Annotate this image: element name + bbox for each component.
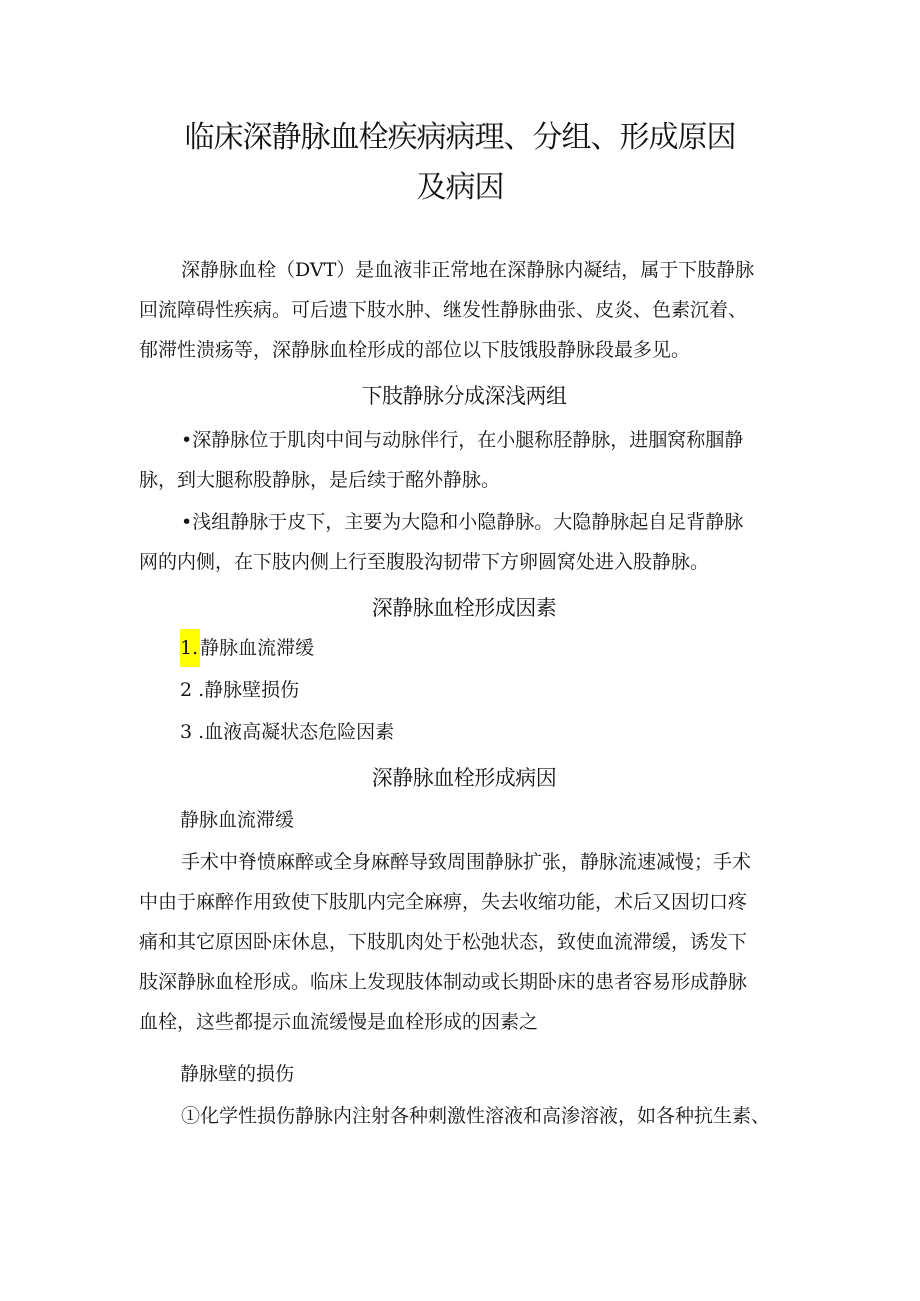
slow-flow-paragraph <box>139 842 789 1042</box>
paragraph-line: 网的内侧，在下肢内侧上行至腹股沟韧带下方卵圆窝处进入股静脉。 <box>139 551 710 573</box>
section-heading-vein-groups: 下肢静脉分成深浅两组 <box>361 384 567 408</box>
factor-text: 静脉血流滞缓 <box>200 637 315 659</box>
paragraph-line: 手术中脊愤麻醉或全身麻醉导致周围静脉扩张，静脉流速减慢；手术 <box>181 851 752 873</box>
highlighted-number: 1. <box>180 629 200 667</box>
superficial-vein-paragraph <box>139 502 789 582</box>
paragraph-line: 血栓，这些都提示血流缓慢是血栓形成的因素之 <box>139 1011 539 1033</box>
paragraph-line: 郁滞性溃疡等，深静脉血栓形成的部位以下肢饿股静脉段最多见。 <box>139 339 691 361</box>
paragraph-line: •深静脉位于肌肉中间与动脉伴行，在小腿称胫静脉，进腘窝称腘静 <box>181 429 744 451</box>
chemical-injury-paragraph <box>139 1096 789 1136</box>
subheading-vein-wall-injury: 静脉壁的损伤 <box>180 1063 295 1085</box>
factor-text: 静脉壁损伤 <box>204 679 300 701</box>
section-heading-formation-factors: 深静脉血栓形成因素 <box>371 596 557 620</box>
factor-number: 2 . <box>180 679 205 701</box>
paragraph-line: 回流障碍性疾病。可后遗下肢水肿、继发性静脉曲张、皮炎、色素沉着、 <box>139 299 748 321</box>
paragraph-line: ①化学性损伤静脉内注射各种刺激性溶液和高渗溶液，如各种抗生素、 <box>181 1105 771 1127</box>
factor-list-item <box>180 712 394 752</box>
factor-text: 血液高凝状态危险因素 <box>204 721 395 743</box>
document-title-line-1: 临床深静脉血栓疾病病理、分组、形成原因 <box>184 120 736 155</box>
paragraph-line: 脉，到大腿称股静脉，是后续于酩外静脉。 <box>139 469 501 491</box>
paragraph-line: •浅组静脉于皮下，主要为大隐和小隐静脉。大隐静脉起自足背静脉 <box>181 511 744 533</box>
intro-paragraph <box>139 250 789 370</box>
document-title-line-2: 及病因 <box>416 170 504 205</box>
deep-vein-paragraph <box>139 420 789 500</box>
section-heading-causes: 深静脉血栓形成病因 <box>371 766 557 790</box>
paragraph-line: 深静脉血栓（DVT）是血液非正常地在深静脉内凝结，属于下肢静脉 <box>181 259 755 281</box>
paragraph-line: 痛和其它原因卧床休息，下肢肌肉处于松弛状态，致使血流滞缓，诱发下 <box>139 931 748 953</box>
factor-list-item <box>180 628 314 668</box>
subheading-slow-blood-flow: 静脉血流滞缓 <box>180 809 295 831</box>
factor-list-item <box>180 670 299 710</box>
factor-number: 3 . <box>180 721 205 743</box>
paragraph-line: 中由于麻醉作用致使下肢肌内完全麻痹，失去收缩功能，术后又因切口疼 <box>139 891 748 913</box>
paragraph-line: 肢深静脉血栓形成。临床上发现肢体制动或长期卧床的患者容易形成静脉 <box>139 971 748 993</box>
